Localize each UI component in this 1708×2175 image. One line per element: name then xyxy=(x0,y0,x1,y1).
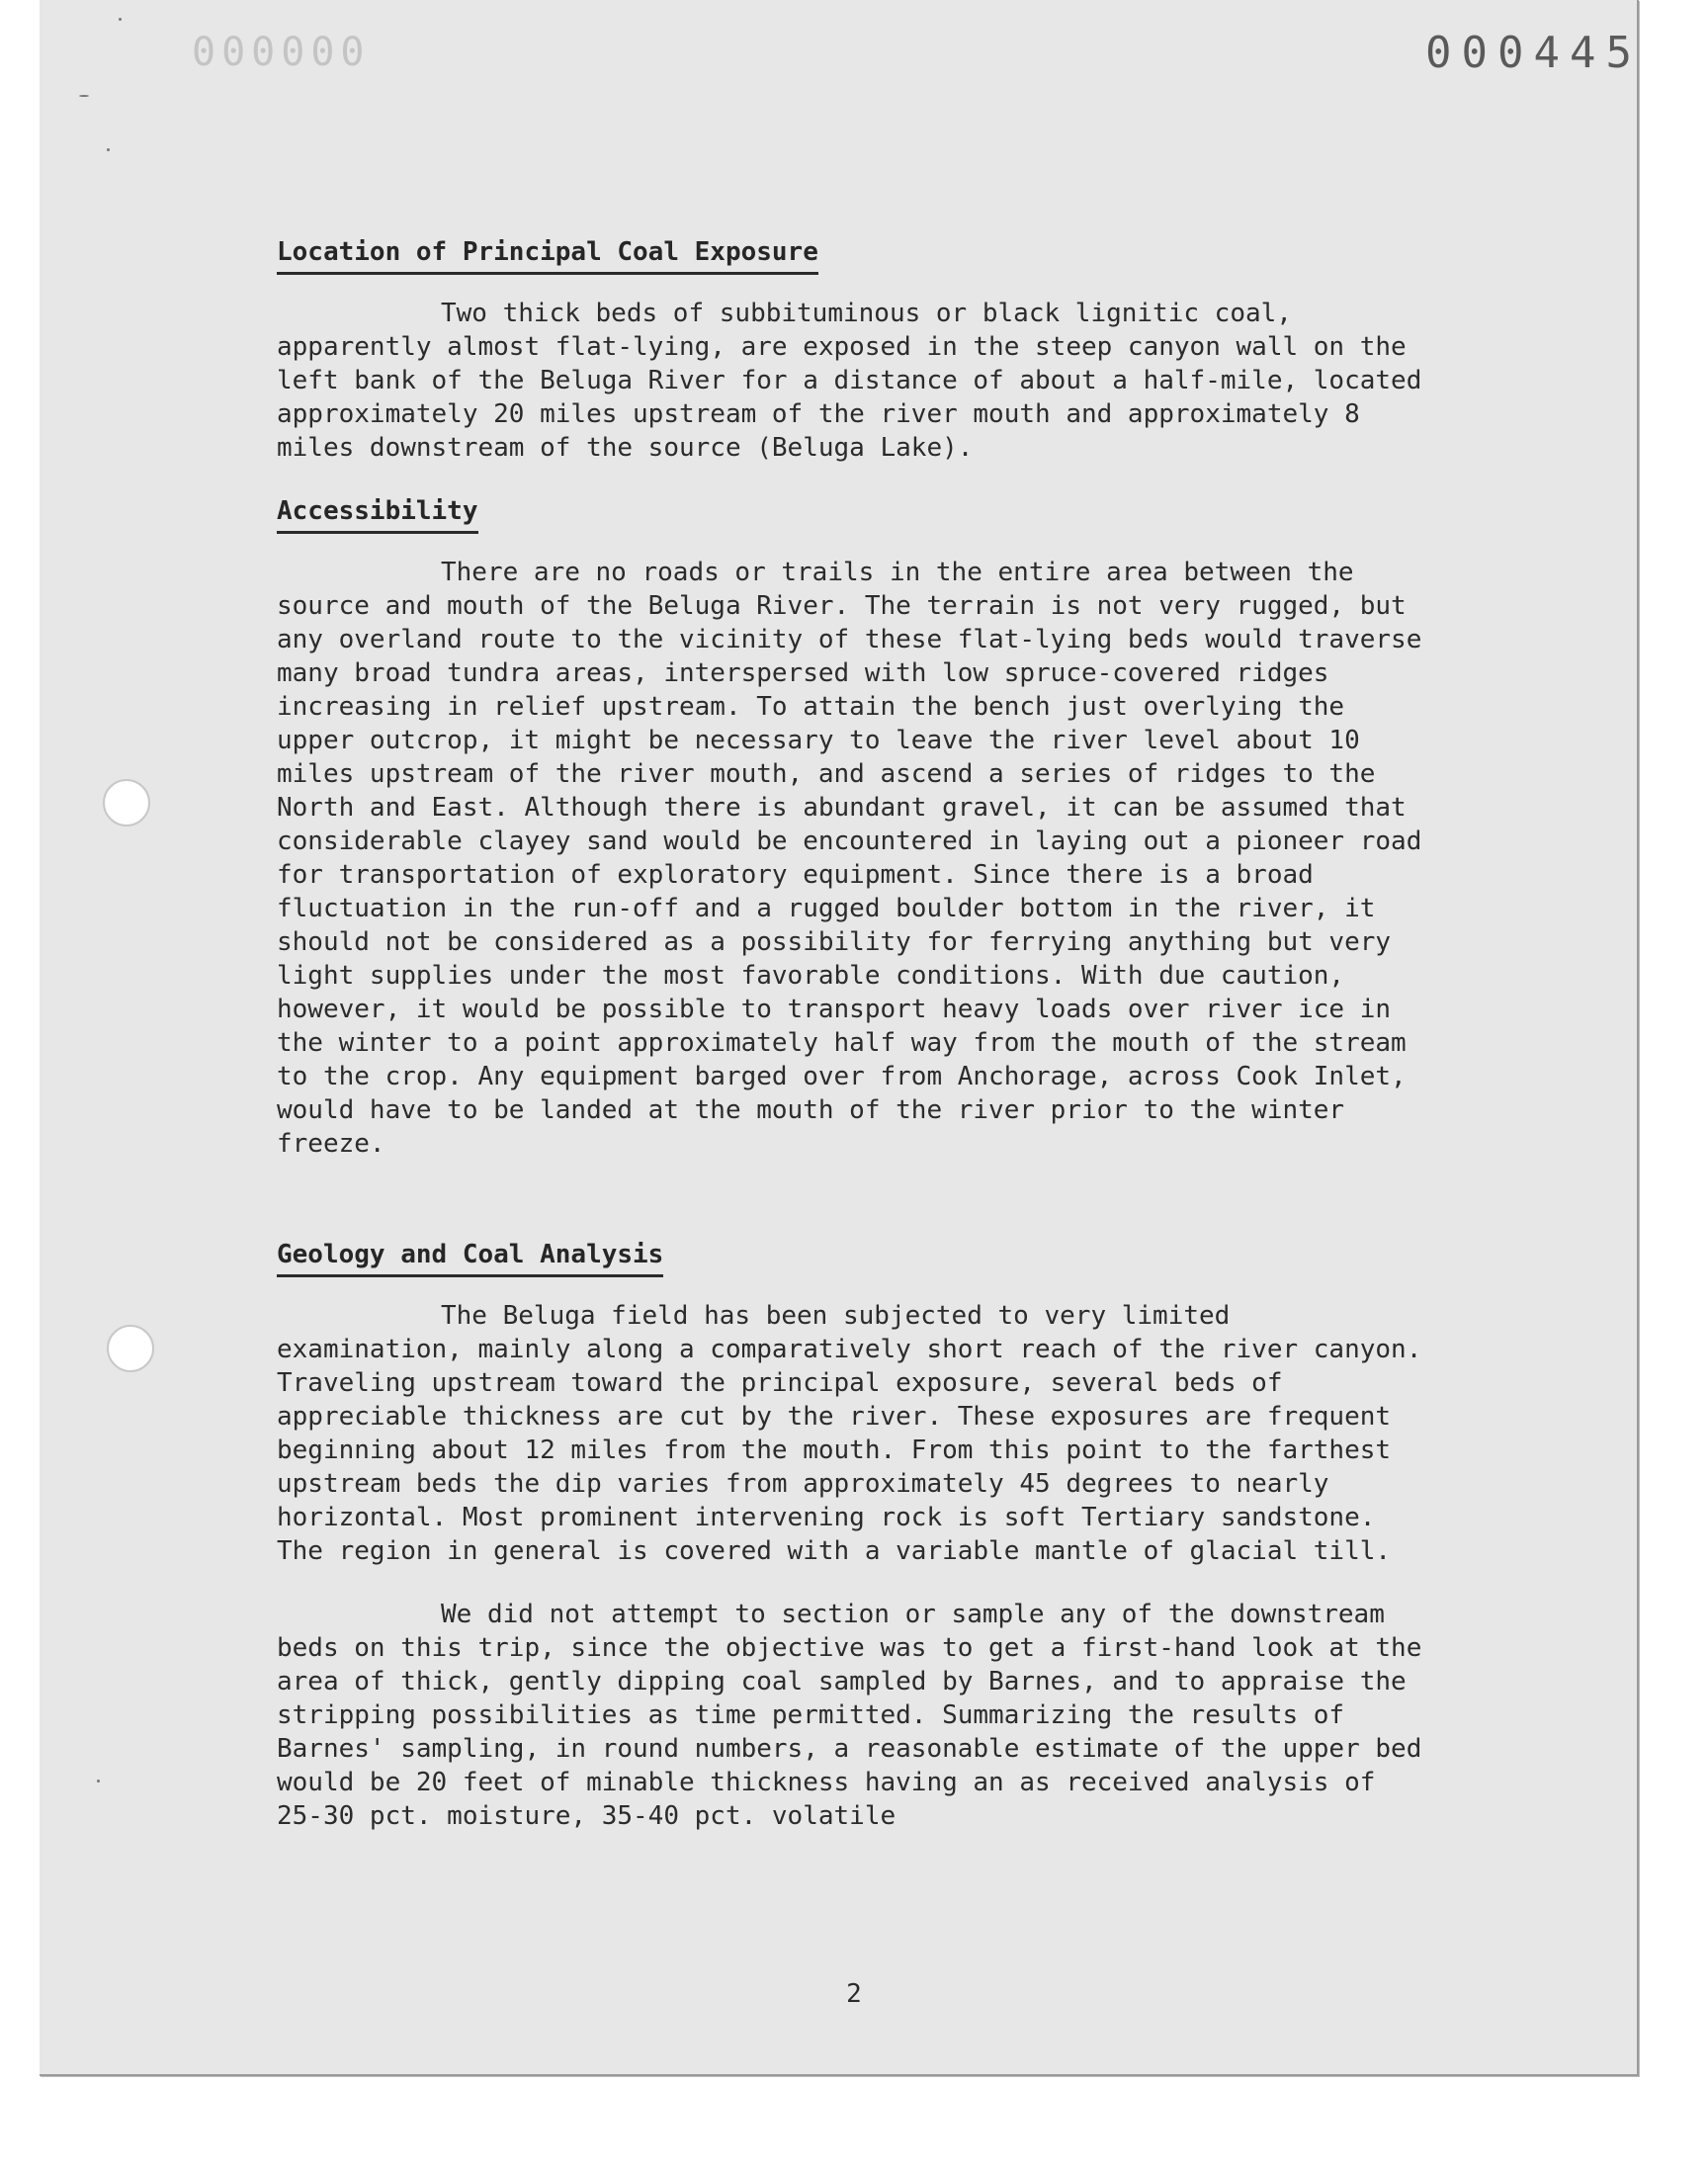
section-geology xyxy=(277,1238,1423,1833)
punch-hole xyxy=(103,779,150,826)
faded-stamp-number: 000000 xyxy=(192,30,371,75)
page-number: 2 xyxy=(846,1979,862,2009)
section-location xyxy=(277,235,1423,465)
paragraph-geology-2: We did not attempt to section or sample any of the downstream beds on this trip, since the objective was to get a first-hand look at the area of thick, gently dipping coal sampled by Barnes, and to appraise the stripping possibilities as time permitted. Summarizing the results of Barnes' sampling, in round numbers, a reasonable estimate of the upper bed would be 20 feet of minable thickness having an as received analysis of 25-30 pct. moisture, 35-40 pct. volatile xyxy=(277,1600,1422,1831)
scan-speck xyxy=(107,148,110,151)
section-heading-geology: Geology and Coal Analysis xyxy=(277,1238,663,1277)
section-heading-accessibility: Accessibility xyxy=(277,494,478,534)
paragraph-geology-1: The Beluga field has been subjected to very limited examination, mainly along a comparatively short reach of the river canyon. Traveling upstream toward the principal exposure, several beds of appreciable thickness are cut by the river. These exposures are frequent beginning about 12 miles from the mouth. From this point to the farthest upstream beds the dip varies from approximately 45 degrees to nearly horizontal. Most prominent intervening rock is soft Tertiary sandstone. The region in general is covered with a variable mantle of glacial till. xyxy=(277,1301,1422,1566)
section-accessibility xyxy=(277,494,1423,1161)
section-heading-location: Location of Principal Coal Exposure xyxy=(277,235,818,275)
scan-speck xyxy=(119,18,122,21)
scan-speck xyxy=(97,1780,100,1783)
page-id-stamp: 000445 xyxy=(1425,28,1642,78)
paragraph-accessibility: There are no roads or trails in the entire area between the source and mouth of the Beluga River. The terrain is not very rugged, but any overland route to the vicinity of these flat-lying beds would traverse many broad tundra areas, interspersed with low spruce-covered ridges increasing in relief upstream. To attain the bench just overlying the upper outcrop, it might be necessary to leave the river level about 10 miles upstream of the river mouth, and ascend a series of ridges to the North and East. Although there is abundant gravel, it can be assumed that considerable clayey sand would be encountered in laying out a pioneer road for transportation of exploratory equipment. Since there is a broad fluctuation in the run-off and a rugged boulder bottom in the river, it should not be considered as a possibility for ferrying anything but very light supplies under the most favorable conditions. With due caution, however, it would be possible to transport heavy loads over river ice in the winter to a point approximately half way from the mouth of the stream to the crop. Any equipment barged over from Anchorage, across Cook Inlet, would have to be landed at the mouth of the river prior to the winter freeze. xyxy=(277,558,1422,1159)
punch-hole xyxy=(107,1325,154,1372)
scan-speck xyxy=(79,95,89,97)
paragraph-location: Two thick beds of subbituminous or black lignitic coal, apparently almost flat-lying, are exposed in the steep canyon wall on the left bank of the Beluga River for a distance of about a half-mile, located approximately 20 miles upstream of the river mouth and approximately 8 miles downstream of the source (Beluga Lake). xyxy=(277,299,1422,463)
document-body xyxy=(277,235,1423,1833)
